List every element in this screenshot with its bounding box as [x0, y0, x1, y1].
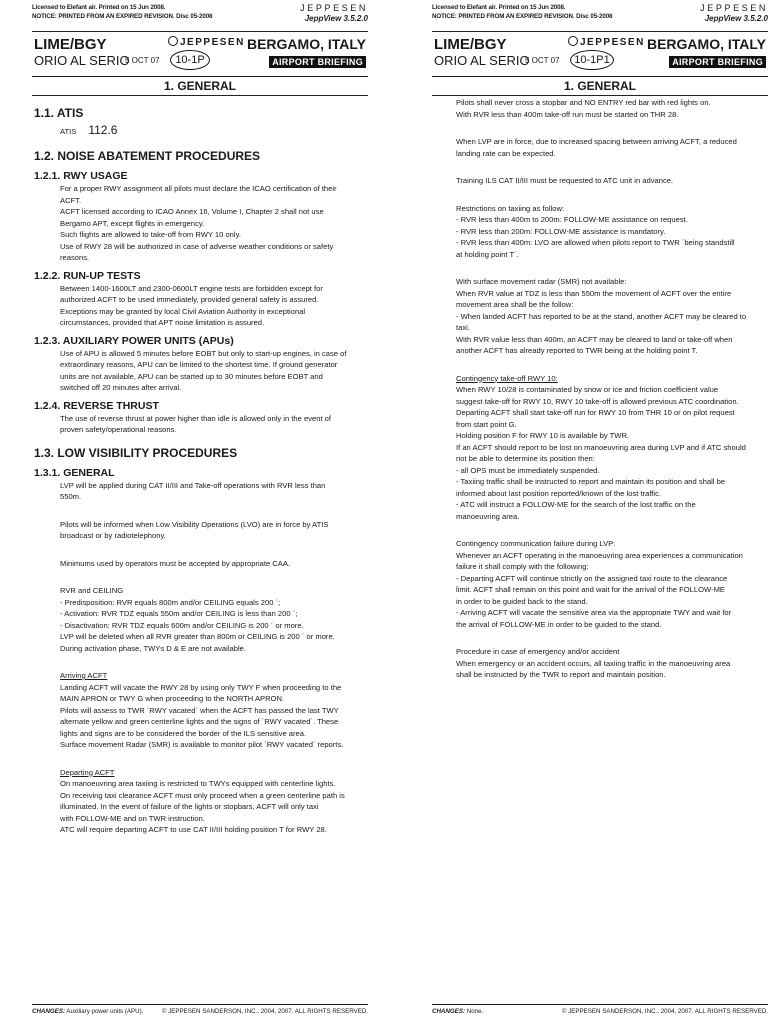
- changes-label: CHANGES:: [432, 1008, 466, 1015]
- text-line: informed about last position reported/known of the lost traffic.: [456, 488, 662, 498]
- text-line: authorized ACFT to be used immediately, provided general safety is assured.: [60, 295, 319, 304]
- changes-note: [32, 1008, 143, 1015]
- text-line: MAIN APRON or TWY G when proceeding to the NORTH APRON.: [60, 694, 285, 703]
- jeppesen-logo-icon: [168, 36, 178, 46]
- text-line: With RVR value less than 400m, an ACFT may be cleared to land or take-off when: [456, 334, 733, 344]
- text-line: During activation phase, TWYs D & E are not available.: [60, 643, 246, 653]
- text-line: suggest take-off for RWY 10, RWY 10 take-off is allowed previous ATC coordination.: [456, 396, 739, 406]
- expired-notice: NOTICE: PRINTED FROM AN EXPIRED REVISION. Disc 05-2008: [32, 13, 213, 20]
- copyright: © JEPPESEN SANDERSON, INC., 2004, 2007. ALL RIGHTS RESERVED.: [161, 1008, 368, 1015]
- copyright: © JEPPESEN SANDERSON, INC., 2004, 2007. ALL RIGHTS RESERVED.: [561, 1008, 768, 1015]
- text-line: Bergamo APT, except flights in emergency.: [60, 218, 205, 228]
- text-line: - Disactivation: RVR TDZ equals 600m and/or CEILING is 200 ´ or more.: [60, 620, 304, 630]
- text-line: When emergency or an accident occurs, all taxiing traffic in the manoeuvring area: [456, 658, 731, 668]
- text-line: - RVR less than 400m: LVO are allowed when pilots report to TWR ´being standstill: [456, 238, 735, 247]
- jeppesen-header: [300, 3, 368, 24]
- text-line: - RVR less than 400m to 200m: FOLLOW-ME assistance on request.: [456, 215, 688, 224]
- text-line: - ATC will instruct a FOLLOW-ME for the search of the lost traffic on the: [456, 500, 696, 509]
- run-up-tests-heading: 1.2.2. RUN-UP TESTS: [34, 269, 141, 282]
- software-version: JeppView 3.5.2.0: [704, 14, 768, 23]
- atis-heading: 1.1. ATIS: [34, 106, 84, 120]
- text-line: Pilots will assess to TWR ´RWY vacated´ when the ACFT has passed the last TWY: [60, 705, 339, 715]
- text-line: broadcast or by radiotelephony.: [60, 531, 166, 540]
- text-line: movement area shall be the follow:: [456, 300, 574, 309]
- text-line: Use of APU is allowed 5 minutes before EOBT but only to start-up engines, in case of: [60, 348, 347, 358]
- airport-name: ORIO AL SERIO: [434, 53, 530, 68]
- brand-name: JEPPESEN: [300, 3, 368, 13]
- jeppesen-header: [700, 3, 768, 24]
- location-block: [247, 36, 366, 70]
- chart-id-row: [432, 32, 768, 77]
- departing-acft-heading: Departing ACFT: [60, 767, 115, 777]
- changes-value: Auxiliary power units (APU).: [66, 1008, 144, 1015]
- revision-date: 5 OCT 07: [525, 56, 560, 65]
- airport-name: ORIO AL SERIO: [34, 53, 130, 68]
- text-line: Pilots shall never cross a stopbar and NO ENTRY red bar with red lights on.: [456, 98, 711, 107]
- rwy-usage-heading: 1.2.1. RWY USAGE: [34, 170, 128, 182]
- text-line: - all OPS must be immediately suspended.: [456, 465, 600, 475]
- text-line: Departing ACFT shall start take-off run for RWY 10 from THR 10 or on pilot request: [456, 408, 735, 417]
- text-line: illuminated. In the event of failure of the lights or stopbars, ACFT will only taxi: [60, 802, 319, 811]
- text-line: Training ILS CAT II/III must be requested to ATC unit in advance.: [456, 176, 674, 185]
- text-line: - Predisposition: RVR equals 800m and/or CEILING equals 200 ´;: [60, 597, 281, 607]
- text-line: not be able to determine its position then:: [456, 454, 595, 463]
- airport-code: LIME/BGY: [34, 36, 107, 53]
- text-line: from start point G.: [456, 419, 517, 429]
- text-line: - Activation: RVR TDZ equals 550m and/or CEILING is less than 200 ´;: [60, 609, 298, 618]
- location-name: BERGAMO, ITALY: [646, 36, 766, 52]
- license-header: [432, 0, 768, 32]
- jeppesen-logo: [568, 36, 645, 48]
- changes-note: [432, 1008, 483, 1015]
- brand-name: JEPPESEN: [700, 3, 768, 13]
- text-line: Landing ACFT will vacate the RWY 28 by using only TWY F when proceeding to the: [60, 682, 342, 692]
- text-line: Such flights are allowed to take-off from RWY 10 only.: [60, 230, 241, 239]
- text-line: On receiving taxi clearance ACFT must only proceed when a green centerline path is: [60, 790, 345, 800]
- chart-page-10-1p: [32, 0, 368, 1024]
- airport-code: LIME/BGY: [434, 36, 507, 53]
- text-line: Surface movement Radar (SMR) is available to monitor pilot ´RWY vacated´ reports.: [60, 740, 344, 749]
- text-line: with FOLLOW-ME and on TWR instruction.: [60, 813, 205, 823]
- location-name: BERGAMO, ITALY: [246, 36, 366, 52]
- jeppesen-logo: [168, 36, 245, 48]
- text-line: limit. ACFT shall remain on this point and wait for the arrival of the FOLLOW-ME: [456, 585, 725, 594]
- page-body: [432, 96, 768, 681]
- text-line: manoeuvring area.: [456, 511, 520, 521]
- chart-number: 10-1P: [170, 50, 210, 70]
- text-line: failure it shall comply with the following:: [456, 562, 589, 571]
- license-notice: [432, 3, 612, 21]
- apu-text: [34, 348, 366, 394]
- text-line: Whenever an ACFT operating in the manoeuvring area experiences a communication: [456, 550, 743, 560]
- location-block: [647, 36, 766, 70]
- text-line: lights and signs are to be considered the border of the ILS sensitive area.: [60, 728, 307, 738]
- jeppesen-logo-icon: [568, 36, 578, 46]
- low-visibility-heading: 1.3. LOW VISIBILITY PROCEDURES: [34, 445, 238, 460]
- text-line: The use of reverse thrust at power higher than idle is allowed only in the event of: [60, 413, 331, 423]
- noise-abatement-heading: 1.2. NOISE ABATEMENT PROCEDURES: [34, 149, 261, 163]
- apu-heading: 1.2.3. AUXILIARY POWER UNITS (APUs): [34, 334, 234, 347]
- airport-briefing-tag: AIRPORT BRIEFING: [669, 56, 766, 68]
- text-line: Restrictions on taxiing as follow:: [456, 203, 565, 213]
- text-line: - Departing ACFT will continue strictly on the assigned taxi route to the clearance: [456, 573, 728, 583]
- text-line: ACFT licensed according to ICAO Annex 16, Volume I, Chapter 2 shall not use: [60, 207, 324, 216]
- airport-briefing-tag: AIRPORT BRIEFING: [269, 56, 366, 68]
- atis-frequency: 112.6: [88, 123, 118, 137]
- airport-ident: [34, 36, 130, 69]
- text-line: Minimums used by operators must be accepted by appropriate CAA.: [60, 558, 291, 568]
- page-body: [32, 96, 368, 836]
- text-line: RVR and CEILING: [60, 586, 124, 595]
- page-footer: [32, 1004, 368, 1015]
- text-line: circumstances, provided that APT noise limitation is assured.: [60, 318, 265, 327]
- atis-label: ATIS: [60, 127, 77, 136]
- text-line: With RVR less than 400m take-off run must be started on THR 28.: [456, 109, 679, 119]
- text-line: landing rate can be expected.: [456, 148, 556, 158]
- text-line: ATC will require departing ACFT to use CAT II/III holding position T for RWY 28.: [60, 825, 327, 834]
- text-line: ACFT.: [60, 195, 82, 205]
- text-line: When RVR value at TDZ is less than 550m the movement of ACFT over the entire: [456, 288, 732, 298]
- text-line: On manoeuvring area taxiing is restricted to TWYs equipped with centerline lights.: [60, 779, 336, 788]
- text-line: Procedure in case of emergency and/or accident: [456, 647, 620, 656]
- run-up-tests-text: [34, 283, 366, 329]
- text-line: Contingency communication failure during LVP:: [456, 539, 616, 548]
- text-line: taxi.: [456, 323, 470, 332]
- software-version: JeppView 3.5.2.0: [304, 14, 368, 23]
- text-line: - Taxiing traffic shall be instructed to report and maintain its position and shall be: [456, 477, 726, 486]
- text-line: Pilots will be informed when Low Visibility Operations (LVO) are in force by ATIS: [60, 519, 329, 529]
- text-line: With surface movement radar (SMR) not available:: [456, 277, 627, 286]
- license-line: Licensed to Elefant air. Printed on 15 Jun 2008.: [432, 4, 566, 11]
- text-line: units are not available, APU can be started up to 30 minutes before EOBT and: [60, 371, 323, 381]
- contingency-takeoff-heading: Contingency take-off RWY 10:: [456, 373, 558, 383]
- text-line: reasons.: [60, 253, 90, 262]
- revision-date: 5 OCT 07: [125, 56, 160, 65]
- text-line: Use of RWY 28 will be authorized in case of adverse weather conditions or safety: [60, 241, 334, 251]
- chart-number: 10-1P1: [570, 50, 614, 70]
- rwy-usage-text: [34, 183, 366, 264]
- chart-page-10-1p1: [432, 0, 768, 1024]
- text-line: If an ACFT should report to be lost on manoeuvring area during LVP and if ATC should: [456, 442, 746, 452]
- text-line: the arrival of FOLLOW-ME in order to be guided to the stand.: [456, 619, 662, 629]
- text-line: another ACFT has already reported to TWR being at the holding point T.: [456, 346, 698, 355]
- text-line: alternate yellow and green centerline lights and the signs of ´RWY vacated´. These: [60, 717, 339, 726]
- changes-value: None.: [466, 1008, 484, 1015]
- text-line: For a proper RWY assignment all pilots must declare the ICAO certification of their: [60, 184, 337, 193]
- logo-text: JEPPESEN: [580, 37, 645, 48]
- reverse-thrust-text: [34, 413, 366, 436]
- text-line: Exceptions may be granted by local Civil Aviation Authority in exceptional: [60, 306, 306, 316]
- reverse-thrust-heading: 1.2.4. REVERSE THRUST: [34, 399, 159, 412]
- text-line: When LVP are in force, due to increased spacing between arriving ACFT, a reduced: [456, 137, 737, 146]
- license-line: Licensed to Elefant air. Printed on 15 Jun 2008.: [32, 4, 166, 11]
- text-line: extraordinary reasons, APU can be limited to the shortest time. If ground generator: [60, 360, 338, 369]
- section-title: 1. GENERAL: [32, 77, 368, 96]
- airport-ident: [434, 36, 530, 69]
- text-line: in order to be guided back to the stand.: [456, 596, 588, 606]
- text-line: Holding position F for RWY 10 is available by TWR.: [456, 431, 630, 440]
- text-line: shall be instructed by the TWR to report and maintain position.: [456, 670, 666, 679]
- lvp-general-text: [34, 480, 366, 836]
- text-line: Between 1400-1600LT and 2300-0600LT engine tests are forbidden except for: [60, 283, 323, 293]
- text-line: When RWY 10/28 is contaminated by snow or ice and friction coefficient value: [456, 385, 719, 394]
- text-line: - When landed ACFT has reported to be at the stand, another ACFT may be cleared to: [456, 311, 747, 321]
- section-title: 1. GENERAL: [432, 77, 768, 96]
- expired-notice: NOTICE: PRINTED FROM AN EXPIRED REVISION. Disc 05-2008: [432, 13, 613, 20]
- text-line: - RVR less than 200m: FOLLOW-ME assistance is mandatory.: [456, 226, 666, 236]
- chart-id-row: [32, 32, 368, 77]
- text-line: switched off 20 minutes after arrival.: [60, 383, 182, 392]
- logo-text: JEPPESEN: [180, 37, 245, 48]
- lvp-general-heading: 1.3.1. GENERAL: [34, 466, 115, 479]
- text-line: proven safety/operational reasons.: [60, 425, 177, 434]
- text-line: at holding point T´.: [456, 249, 519, 259]
- license-header: [32, 0, 368, 32]
- text-line: 550m.: [60, 492, 82, 501]
- changes-label: CHANGES:: [32, 1008, 66, 1015]
- license-notice: [32, 3, 212, 21]
- text-line: LVP will be deleted when all RVR greater than 800m or CEILING is 200 ´ or more.: [60, 632, 335, 641]
- text-line: LVP will be applied during CAT II/III and Take-off operations with RVR less than: [60, 480, 326, 490]
- page-footer: [432, 1004, 768, 1015]
- text-line: - Arriving ACFT will vacate the sensitive area via the appropriate TWY and wait for: [456, 608, 732, 617]
- atis-frequency-row: [34, 121, 366, 141]
- arriving-acft-heading: Arriving ACFT: [60, 671, 108, 680]
